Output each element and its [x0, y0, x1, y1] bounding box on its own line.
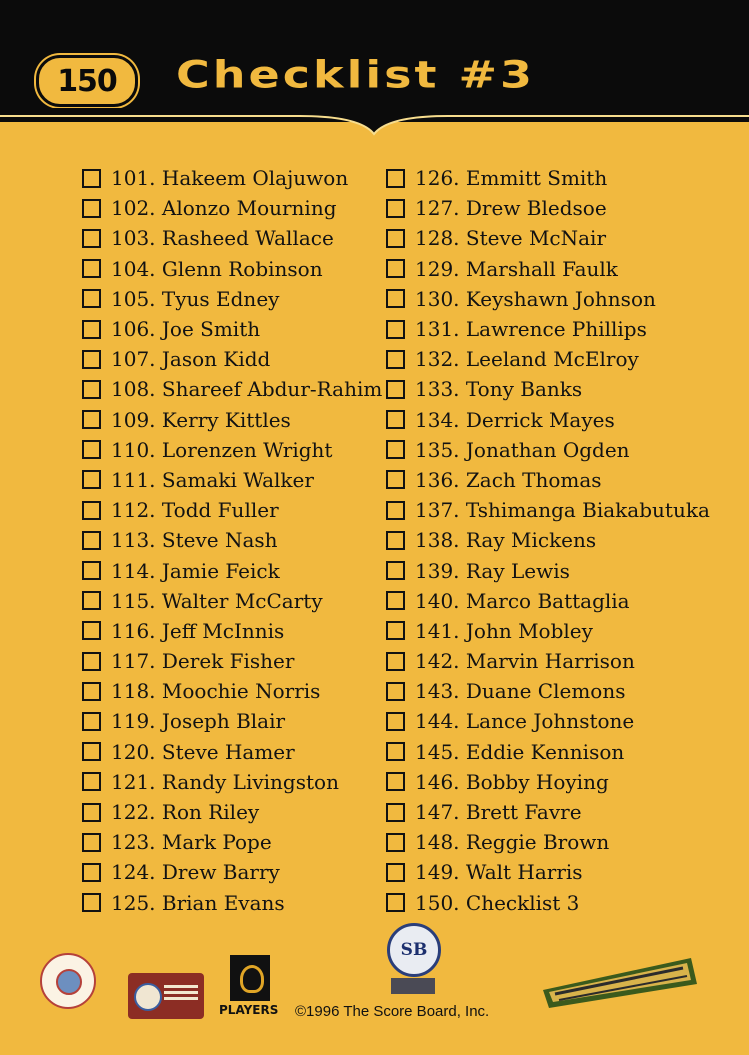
checklist-item-label: 145. Eddie Kennison: [415, 739, 625, 764]
checkbox-icon: [82, 772, 101, 791]
copyright-text: ©1996 The Score Board, Inc.: [295, 1003, 490, 1020]
checklist-item: [82, 767, 382, 797]
checkbox-icon: [82, 621, 101, 640]
checkbox-icon: [386, 470, 405, 489]
checklist-item-label: 114. Jamie Feick: [111, 558, 280, 583]
checkbox-icon: [82, 742, 101, 761]
checklist-item: [82, 405, 382, 435]
checkbox-icon: [386, 531, 405, 550]
checkbox-icon: [82, 591, 101, 610]
checkbox-icon: [386, 199, 405, 218]
checklist-item-label: 116. Jeff McInnis: [111, 618, 285, 643]
checklist-item: [386, 314, 710, 344]
checkbox-icon: [386, 833, 405, 852]
checklist-item: [82, 888, 382, 918]
checklist-item: [82, 555, 382, 585]
checklist-item-label: 140. Marco Battaglia: [415, 588, 630, 613]
checklist-item-label: 148. Reggie Brown: [415, 830, 610, 855]
checklist-item: [386, 616, 710, 646]
checklist-item-label: 130. Keyshawn Johnson: [415, 286, 656, 311]
checklist-item: [386, 344, 710, 374]
checkbox-icon: [82, 169, 101, 188]
checkbox-icon: [82, 531, 101, 550]
checklist-item-label: 146. Bobby Hoying: [415, 769, 609, 794]
scoreboard-logo-base: [391, 978, 435, 994]
checkbox-icon: [82, 652, 101, 671]
checklist-item-label: 118. Moochie Norris: [111, 679, 321, 704]
checkbox-icon: [82, 410, 101, 429]
card-number-badge: 150: [36, 55, 138, 107]
checklist-left-column: [82, 163, 382, 918]
checklist-item-label: 111. Samaki Walker: [111, 467, 314, 492]
all-sport-plus-logo: [541, 950, 699, 1012]
checklist-item: [386, 797, 710, 827]
checkbox-icon: [82, 863, 101, 882]
checklist-item-label: 139. Ray Lewis: [415, 558, 570, 583]
checklist-item: [386, 223, 710, 253]
checklist-item-label: 115. Walter McCarty: [111, 588, 323, 613]
checklist-item: [386, 435, 710, 465]
checklist-item-label: 128. Steve McNair: [415, 226, 607, 251]
checklist-item-label: 112. Todd Fuller: [111, 498, 279, 523]
checkbox-icon: [82, 833, 101, 852]
checklist-item: [386, 465, 710, 495]
checkbox-icon: [82, 470, 101, 489]
checklist-item: [386, 706, 710, 736]
checklist-item: [386, 555, 710, 585]
checkbox-icon: [386, 320, 405, 339]
checklist-item: [82, 586, 382, 616]
checklist-item: [82, 284, 382, 314]
checklist-item: [386, 193, 710, 223]
checklist-item: [82, 646, 382, 676]
checkbox-icon: [386, 772, 405, 791]
checklist-item-label: 120. Steve Hamer: [111, 739, 295, 764]
checklist-item-label: 141. John Mobley: [415, 618, 593, 643]
checklist-item: [82, 616, 382, 646]
checkbox-icon: [82, 803, 101, 822]
checklist-item: [386, 737, 710, 767]
checklist-item: [82, 374, 382, 404]
checklist-right-column: [386, 163, 710, 918]
checklist-item-label: 132. Leeland McElroy: [415, 347, 639, 372]
checkbox-icon: [386, 410, 405, 429]
checkbox-icon: [386, 591, 405, 610]
checklist-item-label: 104. Glenn Robinson: [111, 256, 323, 281]
checkbox-icon: [82, 380, 101, 399]
checklist-item-label: 106. Joe Smith: [111, 317, 261, 342]
checklist-item: [82, 193, 382, 223]
checklist-item-label: 102. Alonzo Mourning: [111, 196, 337, 221]
checkbox-icon: [386, 169, 405, 188]
checklist-item: [386, 254, 710, 284]
checkbox-icon: [82, 893, 101, 912]
checklist-item: [386, 827, 710, 857]
checklist-item-label: 142. Marvin Harrison: [415, 649, 635, 674]
checklist-item-label: 109. Kerry Kittles: [111, 407, 291, 432]
checklist-item: [82, 163, 382, 193]
checklist-item-label: 107. Jason Kidd: [111, 347, 271, 372]
checklist-item: [386, 374, 710, 404]
checklist-item: [82, 314, 382, 344]
checkbox-icon: [386, 440, 405, 459]
checklist-item-label: 137. Tshimanga Biakabutuka: [415, 498, 710, 523]
checkbox-icon: [386, 350, 405, 369]
page-title: Checklist #3: [176, 52, 536, 97]
checklist-item-label: 149. Walt Harris: [415, 860, 583, 885]
checkbox-icon: [82, 712, 101, 731]
checklist-item-label: 144. Lance Johnstone: [415, 709, 635, 734]
checkbox-icon: [386, 501, 405, 520]
checklist-item: [82, 737, 382, 767]
checklist-item: [386, 646, 710, 676]
checkbox-icon: [386, 621, 405, 640]
checklist-item-label: 124. Drew Barry: [111, 860, 280, 885]
players-union-icon: [230, 955, 270, 1001]
checklist-item-label: 101. Hakeem Olajuwon: [111, 166, 349, 191]
checklist-item-label: 143. Duane Clemons: [415, 679, 626, 704]
checklist-item: [82, 344, 382, 374]
checklist-item-label: 122. Ron Riley: [111, 800, 260, 825]
checklist-item-label: 129. Marshall Faulk: [415, 256, 618, 281]
checklist-item-label: 133. Tony Banks: [415, 377, 583, 402]
checklist-item: [82, 223, 382, 253]
checkbox-icon: [386, 561, 405, 580]
checkbox-icon: [386, 893, 405, 912]
checklist-item: [82, 857, 382, 887]
checkbox-icon: [82, 289, 101, 308]
checklist-item: [386, 163, 710, 193]
checklist-item-label: 117. Derek Fisher: [111, 649, 295, 674]
checkbox-icon: [82, 199, 101, 218]
checklist-item: [386, 495, 710, 525]
checkbox-icon: [82, 350, 101, 369]
checklist-item-label: 123. Mark Pope: [111, 830, 272, 855]
checkbox-icon: [386, 259, 405, 278]
checklist-item-label: 113. Steve Nash: [111, 528, 278, 553]
checklist-item: [386, 525, 710, 555]
checklist-item: [386, 857, 710, 887]
checklist-item-label: 108. Shareef Abdur-Rahim: [111, 377, 383, 402]
checklist-item: [82, 525, 382, 555]
checklist-item-label: 126. Emmitt Smith: [415, 166, 608, 191]
checklist-item-label: 135. Jonathan Ogden: [415, 437, 630, 462]
checkbox-icon: [82, 229, 101, 248]
checklist-item: [82, 254, 382, 284]
checklist-item-label: 134. Derrick Mayes: [415, 407, 615, 432]
checkbox-icon: [82, 259, 101, 278]
checklist-item: [82, 676, 382, 706]
checklist-item: [82, 706, 382, 736]
checklist-item-label: 110. Lorenzen Wright: [111, 437, 333, 462]
checklist-item-label: 125. Brian Evans: [111, 890, 285, 915]
checkbox-icon: [386, 712, 405, 731]
checkbox-icon: [386, 803, 405, 822]
checkbox-icon: [386, 289, 405, 308]
checkbox-icon: [386, 682, 405, 701]
checklist-item: [82, 435, 382, 465]
checkbox-icon: [82, 501, 101, 520]
checklist-item-label: 150. Checklist 3: [415, 890, 580, 915]
checkbox-icon: [82, 320, 101, 339]
licensed-seal-icon: [40, 953, 96, 1009]
checklist-item: [386, 284, 710, 314]
checklist-item-label: 131. Lawrence Phillips: [415, 317, 647, 342]
checklist-item-label: 119. Joseph Blair: [111, 709, 286, 734]
checkbox-icon: [82, 440, 101, 459]
checklist-item: [82, 495, 382, 525]
checklist-item: [82, 827, 382, 857]
header-ornament: [0, 108, 749, 148]
header-band: [0, 0, 749, 122]
players-label: PLAYERS: [219, 1003, 279, 1017]
scoreboard-logo: SB: [387, 923, 441, 977]
checklist-item: [386, 676, 710, 706]
checklist-item: [386, 586, 710, 616]
collegiate-license-icon: [128, 973, 204, 1019]
checklist-item-label: 103. Rasheed Wallace: [111, 226, 334, 251]
checklist-item: [386, 888, 710, 918]
checklist-item: [386, 767, 710, 797]
checklist-item-label: 138. Ray Mickens: [415, 528, 597, 553]
checkbox-icon: [82, 561, 101, 580]
checklist-item: [82, 465, 382, 495]
checklist-item-label: 127. Drew Bledsoe: [415, 196, 607, 221]
checkbox-icon: [386, 652, 405, 671]
checkbox-icon: [386, 380, 405, 399]
checklist-item-label: 147. Brett Favre: [415, 800, 582, 825]
checklist-item-label: 121. Randy Livingston: [111, 769, 339, 794]
checklist-item: [386, 405, 710, 435]
checklist-item: [82, 797, 382, 827]
checkbox-icon: [386, 229, 405, 248]
checklist-item-label: 136. Zach Thomas: [415, 467, 602, 492]
checkbox-icon: [82, 682, 101, 701]
checkbox-icon: [386, 742, 405, 761]
checklist-item-label: 105. Tyus Edney: [111, 286, 280, 311]
checkbox-icon: [386, 863, 405, 882]
